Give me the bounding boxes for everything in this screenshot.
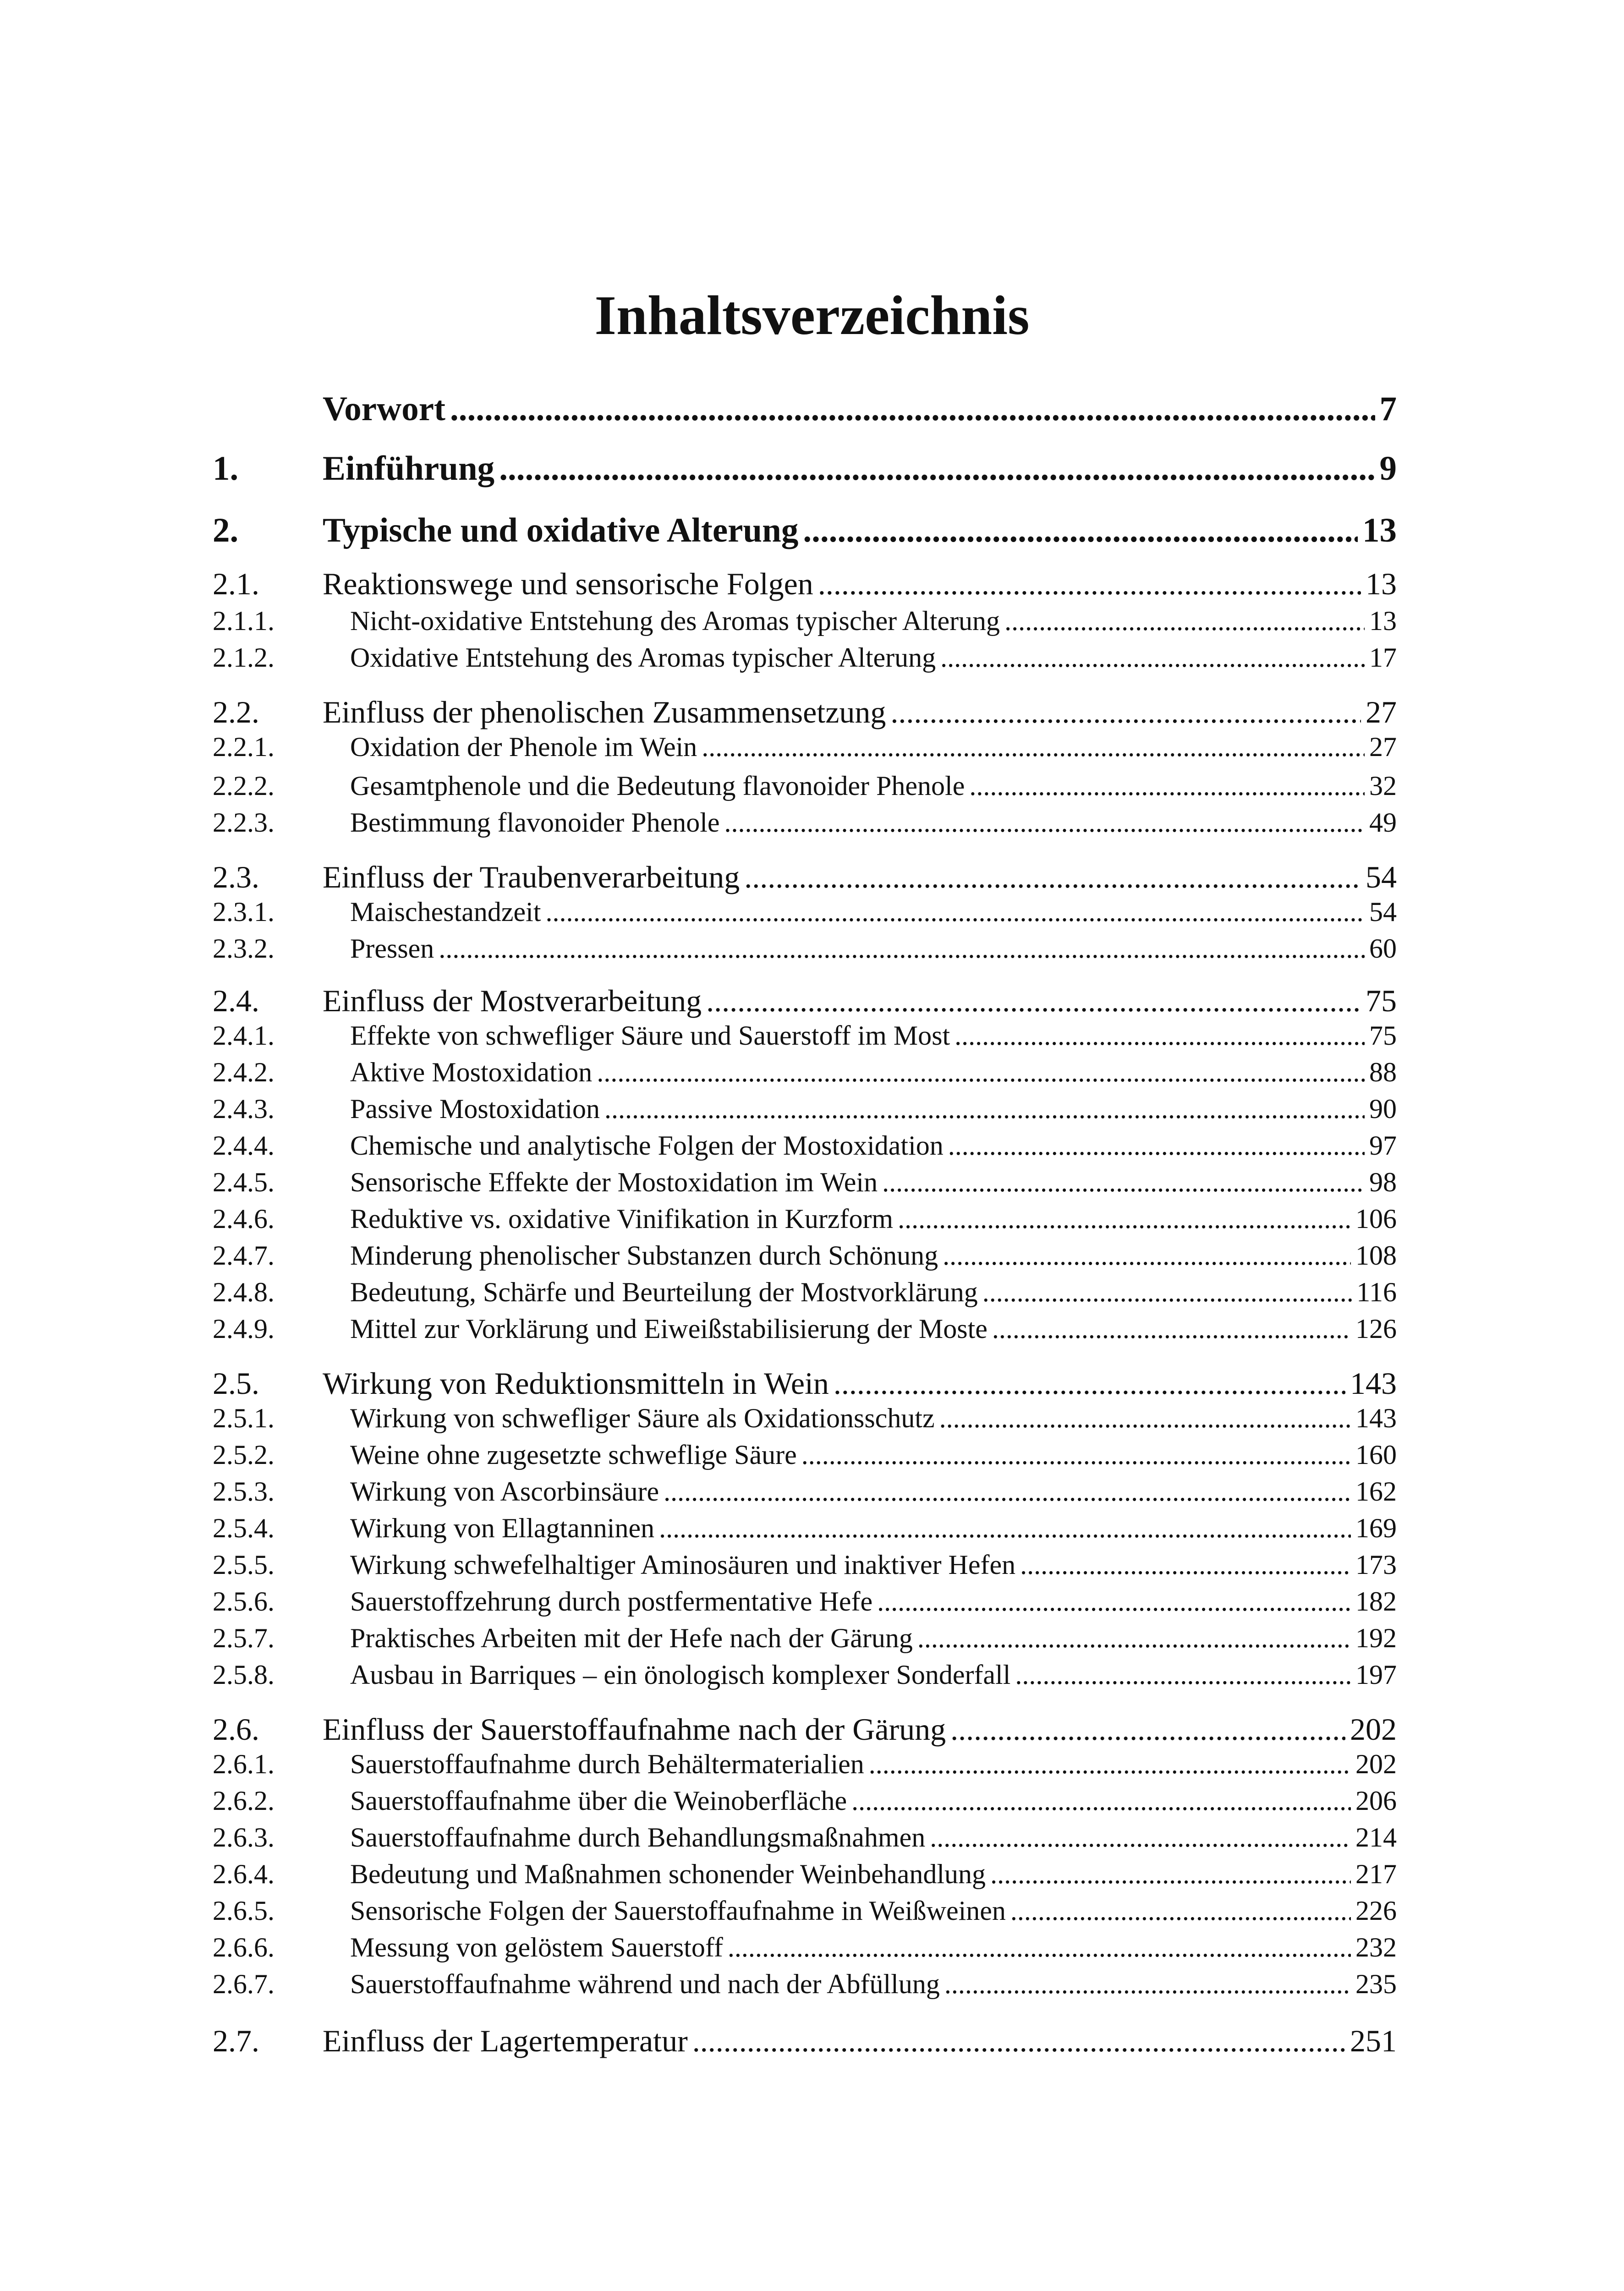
toc-leader-dots [1020, 1551, 1351, 1578]
toc-entry-page: 169 [1355, 1513, 1397, 1543]
toc-entry-number: 1. [213, 449, 239, 488]
toc-leader-dots [706, 985, 1361, 1016]
toc-entry[interactable] [213, 451, 1397, 486]
toc-entry-number: 2.3.2. [213, 933, 274, 964]
toc-entry-page: 182 [1355, 1586, 1397, 1617]
toc-entry-page: 226 [1355, 1896, 1397, 1926]
toc-entry-title: Oxidation der Phenole im Wein [350, 732, 697, 762]
toc-entry-title: Passive Mostoxidation [350, 1094, 600, 1124]
toc-entry-page: 235 [1355, 1969, 1397, 1999]
toc-leader-dots [724, 809, 1365, 836]
toc-entry-number: 2.2. [213, 695, 259, 729]
toc-entry-page: 251 [1350, 2023, 1397, 2058]
toc-entry[interactable] [213, 1970, 1397, 1998]
toc-entry[interactable] [213, 1897, 1397, 1924]
toc-entry-page: 49 [1369, 807, 1397, 838]
toc-leader-dots [664, 1478, 1351, 1505]
toc-entry-title: Bestimmung flavonoider Phenole [350, 807, 720, 838]
toc-entry-page: 60 [1369, 933, 1397, 964]
toc-entry[interactable] [213, 1441, 1397, 1469]
toc-entry[interactable] [213, 733, 1397, 761]
toc-leader-dots [597, 1058, 1365, 1086]
toc-entry-page: 116 [1356, 1277, 1397, 1307]
toc-entry-title: Typische und oxidative Alterung [323, 511, 799, 549]
toc-entry-title: Weine ohne zugesetzte schweflige Säure [350, 1440, 797, 1470]
toc-entry-number: 2.4.1. [213, 1020, 274, 1051]
toc-entry[interactable] [213, 1095, 1397, 1123]
toc-entry[interactable] [213, 1714, 1397, 1745]
toc-entry-page: 108 [1355, 1240, 1397, 1271]
toc-leader-dots [546, 898, 1365, 926]
toc-entry-title: Wirkung von Ascorbinsäure [350, 1476, 659, 1507]
toc-entry-page: 90 [1369, 1094, 1397, 1124]
toc-entry-page: 98 [1369, 1167, 1397, 1197]
toc-entry-number: 2.5.2. [213, 1440, 274, 1470]
toc-leader-dots [882, 1168, 1365, 1196]
toc-entry-number: 2.5.1. [213, 1403, 274, 1433]
page-title: Inhaltsverzeichnis [594, 285, 1030, 346]
toc-leader-dots [877, 1588, 1351, 1615]
toc-entry-number: 2.4.8. [213, 1277, 274, 1307]
toc-entry[interactable] [213, 898, 1397, 926]
toc-entry[interactable] [213, 1368, 1397, 1399]
toc-entry-title: Bedeutung und Maßnahmen schonender Weinbehandlung [350, 1859, 986, 1889]
toc-entry-number: 2.3.1. [213, 897, 274, 927]
toc-leader-dots [692, 2025, 1345, 2056]
toc-entry-title: Gesamtphenole und die Bedeutung flavonoider Phenole [350, 771, 965, 801]
toc-entry-title: Einfluss der phenolischen Zusammensetzung [323, 695, 886, 729]
toc-entry[interactable] [213, 1022, 1397, 1049]
toc-entry-page: 88 [1369, 1057, 1397, 1087]
toc-entry[interactable] [213, 935, 1397, 962]
toc-entry-title: Wirkung von schwefliger Säure als Oxidationsschutz [350, 1403, 935, 1433]
toc-leader-dots [659, 1514, 1351, 1542]
toc-entry[interactable] [213, 772, 1397, 800]
toc-entry-page: 202 [1355, 1749, 1397, 1779]
toc-entry-title: Aktive Mostoxidation [350, 1057, 593, 1087]
toc-leader-dots [803, 513, 1358, 548]
toc-entry[interactable] [213, 1624, 1397, 1652]
toc-leader-dots [499, 451, 1375, 486]
toc-entry-number: 2.4.6. [213, 1204, 274, 1234]
toc-entry-number: 2.1.2. [213, 642, 274, 673]
toc-entry[interactable] [213, 1514, 1397, 1542]
toc-leader-dots [917, 1624, 1351, 1652]
toc-entry-page: 173 [1355, 1550, 1397, 1580]
toc-entry[interactable] [213, 392, 1397, 426]
toc-entry-number: 2.4. [213, 983, 259, 1018]
toc-entry-number: 2.4.4. [213, 1130, 274, 1161]
toc-entry-page: 206 [1355, 1786, 1397, 1816]
toc-entry-page: 143 [1350, 1366, 1397, 1401]
toc-entry-number: 2.5.7. [213, 1623, 274, 1653]
toc-entry-title: Praktisches Arbeiten mit der Hefe nach der Gärung [350, 1623, 913, 1653]
toc-leader-dots [939, 1404, 1351, 1432]
toc-leader-dots [950, 1714, 1345, 1745]
toc-entry-number: 2.6.5. [213, 1896, 274, 1926]
toc-entry-page: 54 [1369, 897, 1397, 927]
toc-entry-page: 160 [1355, 1440, 1397, 1470]
toc-entry-title: Bedeutung, Schärfe und Beurteilung der Mostvorklärung [350, 1277, 978, 1307]
toc-leader-dots [944, 1970, 1351, 1998]
toc-entry-title: Nicht-oxidative Entstehung des Aromas typischer Alterung [350, 606, 1000, 636]
toc-entry[interactable] [213, 1934, 1397, 1961]
toc-leader-dots [702, 733, 1365, 761]
toc-entry-title: Vorwort [323, 390, 445, 428]
toc-entry-number: 2.5.6. [213, 1586, 274, 1617]
toc-leader-dots [851, 1787, 1351, 1814]
toc-leader-dots [818, 568, 1361, 599]
toc-entry-title: Sauerstoffaufnahme während und nach der Abfüllung [350, 1969, 940, 1999]
toc-entry-number: 2.3. [213, 860, 259, 894]
toc-leader-dots [990, 1860, 1351, 1888]
toc-entry-page: 13 [1366, 566, 1397, 601]
toc-entry-title: Sauerstoffzehrung durch postfermentative Hefe [350, 1586, 873, 1617]
toc-entry-number: 2.5. [213, 1366, 259, 1401]
toc-entry-page: 126 [1355, 1314, 1397, 1344]
toc-entry-page: 162 [1355, 1476, 1397, 1507]
toc-leader-dots [948, 1132, 1365, 1159]
toc-leader-dots [992, 1315, 1351, 1343]
toc-entry[interactable] [213, 1058, 1397, 1086]
toc-entry[interactable] [213, 1787, 1397, 1814]
toc-leader-dots [1004, 607, 1365, 635]
toc-leader-dots [890, 696, 1361, 728]
toc-entry[interactable] [213, 1315, 1397, 1343]
toc-entry-page: 202 [1350, 1712, 1397, 1747]
toc-entry-number: 2.5.8. [213, 1660, 274, 1690]
toc-entry-number: 2.6. [213, 1712, 259, 1747]
toc-entry[interactable] [213, 985, 1397, 1016]
toc-entry-number: 2.6.6. [213, 1932, 274, 1962]
toc-entry-number: 2.1. [213, 566, 259, 601]
toc-entry-page: 27 [1369, 732, 1397, 762]
toc-entry[interactable] [213, 1551, 1397, 1578]
toc-leader-dots [930, 1824, 1351, 1851]
toc-entry-title: Sauerstoffaufnahme über die Weinoberfläche [350, 1786, 847, 1816]
toc-entry-number: 2.4.2. [213, 1057, 274, 1087]
toc-leader-dots [744, 861, 1361, 893]
toc-entry-number: 2.2.3. [213, 807, 274, 838]
toc-leader-dots [834, 1368, 1345, 1399]
toc-entry[interactable] [213, 1588, 1397, 1615]
toc-entry-title: Reduktive vs. oxidative Vinifikation in Kurzform [350, 1204, 894, 1234]
toc-entry-page: 143 [1355, 1403, 1397, 1433]
toc-entry-title: Chemische und analytische Folgen der Mostoxidation [350, 1130, 944, 1161]
toc-entry-title: Effekte von schwefliger Säure und Sauerstoff im Most [350, 1020, 950, 1051]
toc-entry-page: 13 [1369, 606, 1397, 636]
toc-entry-title: Oxidative Entstehung des Aromas typischer Alterung [350, 642, 936, 673]
toc-entry[interactable] [213, 607, 1397, 635]
toc-leader-dots [728, 1934, 1351, 1961]
toc-entry-page: 9 [1379, 449, 1397, 488]
toc-leader-dots [1010, 1897, 1351, 1924]
toc-entry-title: Maischestandzeit [350, 897, 541, 927]
toc-entry-page: 217 [1355, 1859, 1397, 1889]
toc-leader-dots [982, 1278, 1352, 1306]
toc-entry[interactable] [213, 513, 1397, 548]
toc-entry-number: 2.6.7. [213, 1969, 274, 1999]
toc-entry-page: 232 [1355, 1932, 1397, 1962]
toc-entry-number: 2.6.1. [213, 1749, 274, 1779]
toc-entry-title: Reaktionswege und sensorische Folgen [323, 566, 813, 601]
toc-entry[interactable] [213, 1168, 1397, 1196]
toc-entry[interactable] [213, 1404, 1397, 1432]
toc-entry-title: Messung von gelöstem Sauerstoff [350, 1932, 723, 1962]
toc-entry-title: Sensorische Folgen der Sauerstoffaufnahme in Weißweinen [350, 1896, 1006, 1926]
toc-entry-page: 7 [1379, 390, 1397, 428]
toc-entry[interactable] [213, 2025, 1397, 2056]
toc-entry-title: Einfluss der Traubenverarbeitung [323, 860, 740, 894]
toc-entry-number: 2.1.1. [213, 606, 274, 636]
toc-leader-dots [801, 1441, 1351, 1469]
toc-entry-page: 192 [1355, 1623, 1397, 1653]
toc-entry[interactable] [213, 1205, 1397, 1233]
toc-entry-page: 13 [1362, 511, 1397, 549]
toc-entry[interactable] [213, 809, 1397, 836]
toc-entry-title: Einfluss der Mostverarbeitung [323, 983, 702, 1018]
toc-leader-dots [450, 392, 1375, 426]
toc-entry-number: 2.4.3. [213, 1094, 274, 1124]
toc-entry-number: 2.5.5. [213, 1550, 274, 1580]
toc-entry[interactable] [213, 1824, 1397, 1851]
toc-entry[interactable] [213, 568, 1397, 599]
toc-leader-dots [604, 1095, 1365, 1123]
toc-entry-number: 2.2.1. [213, 732, 274, 762]
toc-entry-title: Sensorische Effekte der Mostoxidation im Wein [350, 1167, 878, 1197]
toc-leader-dots [898, 1205, 1351, 1233]
toc-entry-title: Einfluss der Lagertemperatur [323, 2023, 688, 2058]
toc-entry[interactable] [213, 696, 1397, 728]
toc-entry-number: 2.6.4. [213, 1859, 274, 1889]
toc-entry-title: Minderung phenolischer Substanzen durch Schönung [350, 1240, 938, 1271]
toc-entry[interactable] [213, 1132, 1397, 1159]
toc-leader-dots [1015, 1661, 1351, 1688]
toc-entry-page: 214 [1355, 1822, 1397, 1853]
toc-leader-dots [955, 1022, 1365, 1049]
toc-entry-title: Wirkung von Ellagtanninen [350, 1513, 655, 1543]
toc-entry[interactable] [213, 644, 1397, 671]
toc-entry-title: Einfluss der Sauerstoffaufnahme nach der Gärung [323, 1712, 946, 1747]
toc-entry[interactable] [213, 1860, 1397, 1888]
toc-entry-page: 197 [1355, 1660, 1397, 1690]
toc-leader-dots [943, 1242, 1351, 1269]
toc-entry-page: 75 [1366, 983, 1397, 1018]
toc-entry-title: Mittel zur Vorklärung und Eiweißstabilisierung der Moste [350, 1314, 988, 1344]
toc-entry[interactable] [213, 1242, 1397, 1269]
toc-entry-number: 2.2.2. [213, 771, 274, 801]
toc-entry-title: Sauerstoffaufnahme durch Behältermaterialien [350, 1749, 864, 1779]
toc-entry[interactable] [213, 861, 1397, 893]
toc-entry-number: 2.6.2. [213, 1786, 274, 1816]
toc-entry-title: Ausbau in Barriques – ein önologisch komplexer Sonderfall [350, 1660, 1011, 1690]
toc-leader-dots [869, 1750, 1351, 1778]
toc-leader-dots [439, 935, 1365, 962]
toc-entry-number: 2.5.4. [213, 1513, 274, 1543]
toc-entry-number: 2.4.9. [213, 1314, 274, 1344]
toc-entry[interactable] [213, 1278, 1397, 1306]
toc-entry-title: Einführung [323, 449, 495, 488]
toc-entry[interactable] [213, 1661, 1397, 1688]
toc-entry-page: 97 [1369, 1130, 1397, 1161]
toc-entry-title: Pressen [350, 933, 434, 964]
toc-entry-page: 54 [1366, 860, 1397, 894]
toc-entry-page: 27 [1366, 695, 1397, 729]
toc-entry-number: 2.6.3. [213, 1822, 274, 1853]
toc-leader-dots [969, 772, 1365, 800]
toc-entry-title: Wirkung von Reduktionsmitteln in Wein [323, 1366, 829, 1401]
toc-entry-page: 75 [1369, 1020, 1397, 1051]
toc-entry-page: 17 [1369, 642, 1397, 673]
toc-entry-number: 2.4.7. [213, 1240, 274, 1271]
toc-entry-number: 2. [213, 511, 239, 549]
toc-entry-title: Sauerstoffaufnahme durch Behandlungsmaßnahmen [350, 1822, 926, 1853]
toc-entry-number: 2.4.5. [213, 1167, 274, 1197]
toc-entry-number: 2.5.3. [213, 1476, 274, 1507]
toc-entry-page: 106 [1355, 1204, 1397, 1234]
toc-entry-number: 2.7. [213, 2023, 259, 2058]
toc-entry-title: Wirkung schwefelhaltiger Aminosäuren und inaktiver Hefen [350, 1550, 1016, 1580]
toc-leader-dots [940, 644, 1365, 671]
toc-entry-page: 32 [1369, 771, 1397, 801]
toc-entry[interactable] [213, 1478, 1397, 1505]
toc-entry[interactable] [213, 1750, 1397, 1778]
